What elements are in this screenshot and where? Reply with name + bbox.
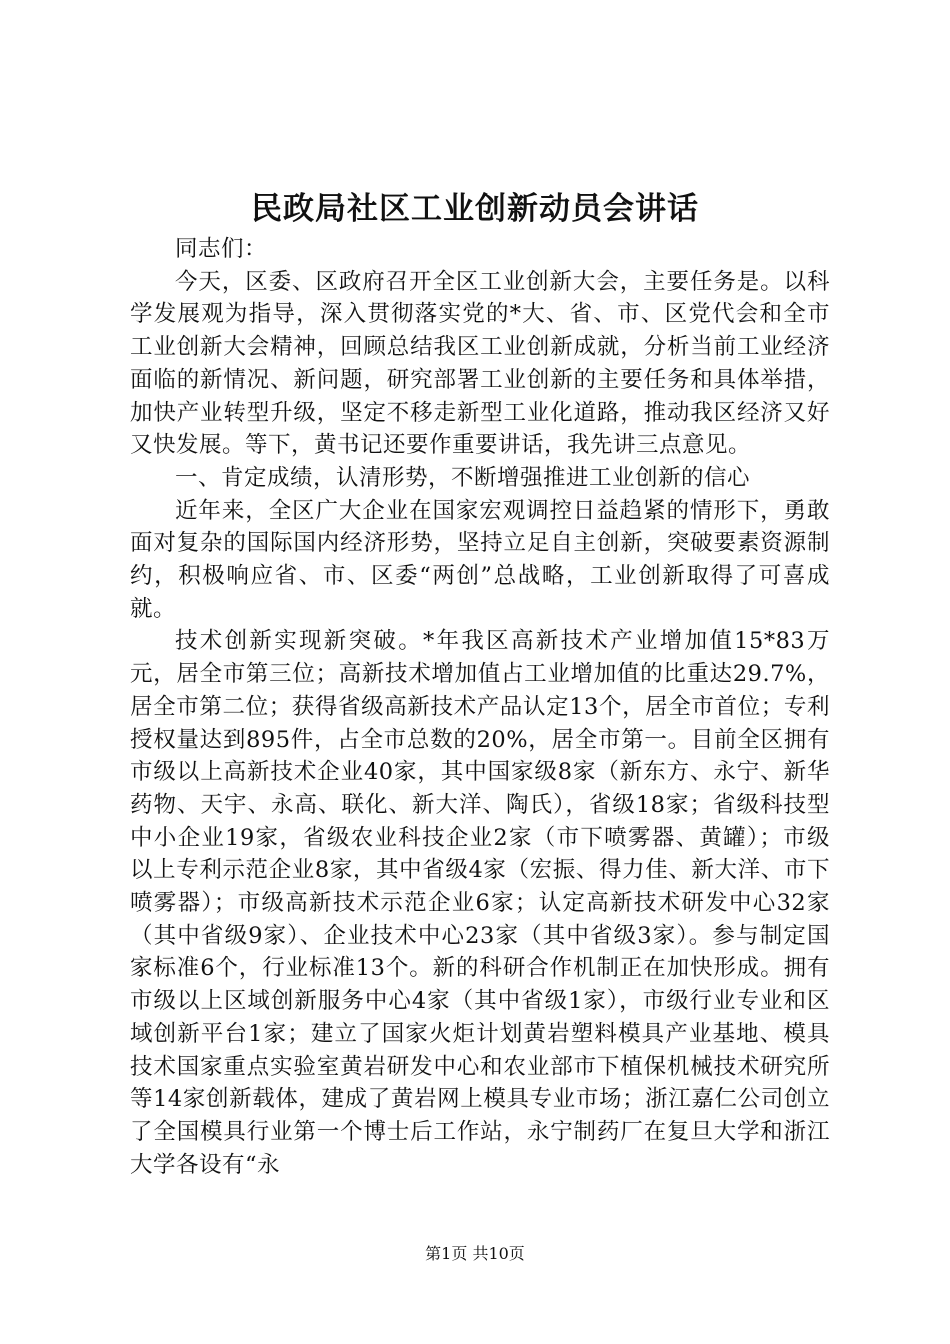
section-heading-paragraph: 一、肯定成绩，认清形势，不断增强推进工业创新的信心	[175, 464, 751, 491]
page-footer: 第1页 共10页	[425, 1244, 525, 1263]
intro-paragraph: 今天，区委、区政府召开全区工业创新大会，主要任务是。以科学发展观为指导，深入贯彻落实党的*大、省、市、区党代会和全市工业创新大会精神，回顾总结我区工业创新成就，分析当前工业经济面临的新情况、新问题，研究部署工业创新的主要任务和具体举措，加快产业转型升级，坚定不移走新型工业化道路，推动我区经济又好又快发展。等下，黄书记还要作重要讲话，我先讲三点意见。	[130, 268, 830, 459]
document-body	[130, 233, 830, 1181]
document-title: 民政局社区工业创新动员会讲话	[251, 191, 699, 227]
tech-innovation-paragraph: 技术创新实现新突破。*年我区高新技术产业增加值15*83万元，居全市第三位；高新技术增加值占工业增加值的比重达29.7%，居全市第二位；获得省级高新技术产品认定13个，居全市首位；专利授权量达到895件，占全市总数的20%，居全市第一。目前全区拥有市级以上高新技术企业40家，其中国家级8家（新东方、永宁、新华药物、天宇、永高、联化、新大洋、陶氏），省级18家；省级科技型中小企业19家，省级农业科技企业2家（市下喷雾器、黄罐）；市级以上专利示范企业8家，其中省级4家（宏振、得力佳、新大洋、市下喷雾器）；市级高新技术示范企业6家；认定高新技术研发中心32家（其中省级9家）、企业技术中心23家（其中省级3家）。参与制定国家标准6个，行业标准13个。新的科研合作机制正在加快形成。拥有市级以上区域创新服务中心4家（其中省级1家），市级行业专业和区域创新平台1家；建立了国家火炬计划黄岩塑料模具产业基地、模具技术国家重点实验室黄岩研发中心和农业部市下植保机械技术研究所等14家创新载体，建成了黄岩网上模具专业市场；浙江嘉仁公司创立了全国模具行业第一个博士后工作站，永宁制药厂在复旦大学和浙江大学各设有“永	[130, 628, 830, 1178]
salutation-paragraph: 同志们：	[175, 236, 268, 262]
achievement-summary-paragraph: 近年来，全区广大企业在国家宏观调控日益趋紧的情形下，勇敢面对复杂的国际国内经济形势，坚持立足自主创新，突破要素资源制约，积极响应省、市、区委“两创”总战略，工业创新取得了可喜成就。	[130, 497, 830, 622]
